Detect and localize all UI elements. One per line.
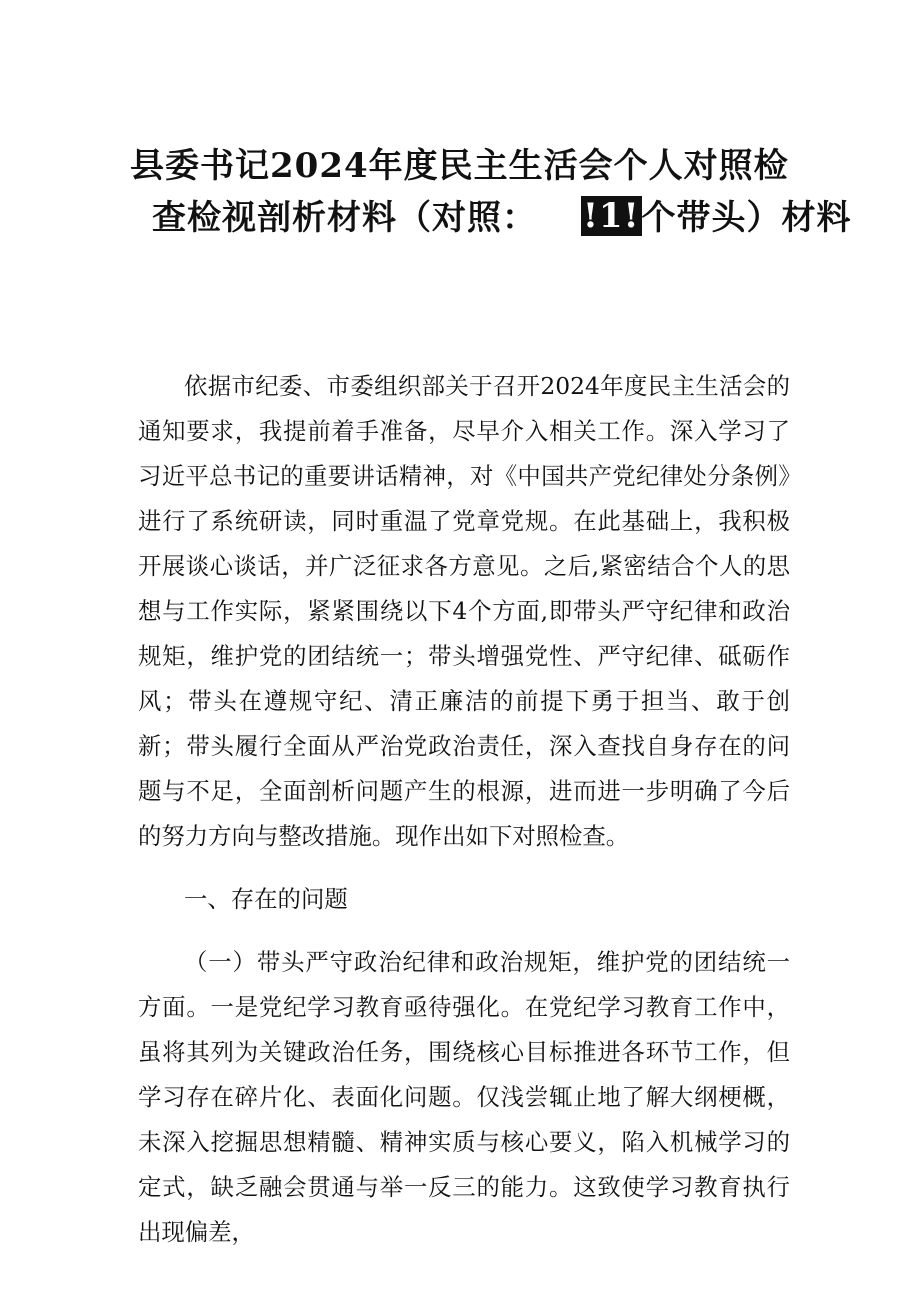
title-line-2-before: 查检视剖析材料（对照：	[152, 198, 537, 238]
document-title	[130, 140, 852, 244]
intro-paragraph: 依据市纪委、市委组织部关于召开2024年度民主生活会的通知要求，我提前着手准备，尽早介入相关工作。深入学习了习近平总书记的重要讲话精神，对《中国共产党纪律处分条例》进行了系统研读，同时重温了党章党规。在此基础上，我积极开展谈心谈话，并广泛征求各方意见。之后,紧密结合个人的思想与工作实际，紧紧围绕以下4个方面,即带头严守纪律和政治规矩，维护党的团结统一；带头增强党性、严守纪律、砥砺作风；带头在遵规守纪、清正廉洁的前提下勇于担当、敢于创新；带头履行全面从严治党政治责任，深入查找自身存在的问题与不足，全面剖析问题产生的根源，进而进一步明确了今后的努力方向与整改措施。现作出如下对照检查。	[138, 372, 790, 850]
title-line-1: 县委书记2024年度民主生活会个人对照检	[130, 146, 789, 186]
section-paragraph-1: （一）带头严守政治纪律和政治规矩，维护党的团结统一方面。一是党纪学习教育亟待强化。在党纪学习教育工作中，虽将其列为关键政治任务，围绕核心目标推进各环节工作，但学习存在碎片化、表面化问题。仅浅尝辄止地了解大纲梗概，未深入挖掘思想精髓、精神实质与核心要义，陷入机械学习的定式，缺乏融会贯通与举一反三的能力。这致使学习教育执行出现偏差，	[138, 948, 790, 1246]
title-line-2	[130, 192, 852, 244]
document-body	[138, 364, 790, 1255]
section-heading-problems: 一、存在的问题	[184, 885, 348, 913]
redacted-number: !1!	[583, 196, 640, 236]
title-line-2-after: 个带头）材料	[641, 198, 852, 238]
